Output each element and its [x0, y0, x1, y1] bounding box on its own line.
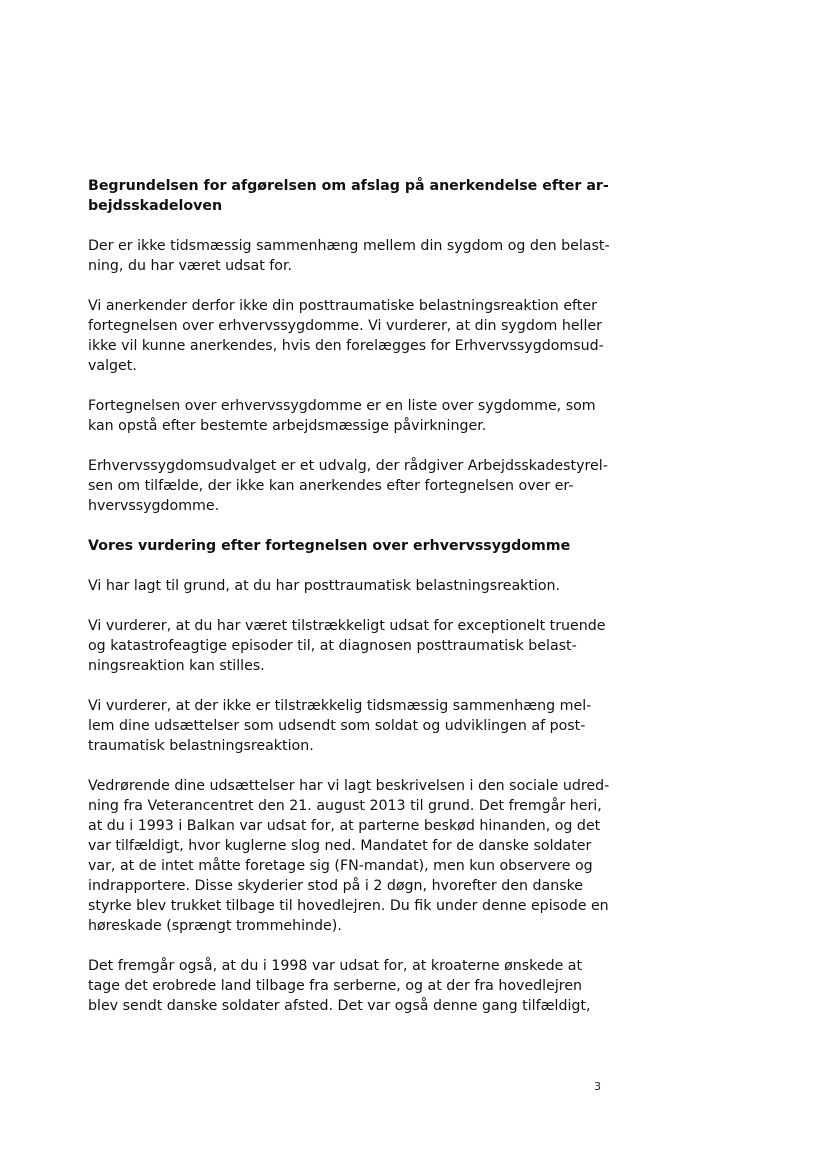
text-line: Vi har lagt til grund, at du har posttraumatisk belastningsreaktion.	[88, 578, 561, 594]
paragraph-no-time-relation	[88, 236, 608, 276]
paragraph-list-definition	[88, 396, 608, 436]
text-line: ningsreaktion kan stilles.	[88, 658, 265, 674]
text-line: fortegnelsen over erhvervssygdomme. Vi vurderer, at din sygdom heller	[88, 318, 602, 334]
text-line: Fortegnelsen over erhvervssygdomme er en liste over sygdomme, som	[88, 398, 596, 414]
text-line: at du i 1993 i Balkan var udsat for, at parterne beskød hinanden, og det	[88, 818, 601, 834]
text-line: tage det erobrede land tilbage fra serberne, og at der fra hovedlejren	[88, 978, 583, 994]
text-line: indrapportere. Disse skyderier stod på i 2 døgn, hvorefter den danske	[88, 878, 584, 894]
document-body	[88, 176, 608, 1036]
text-line: høreskade (sprængt trommehinde).	[88, 918, 342, 934]
text-line: lem dine udsættelser som udsendt som soldat og udviklingen af post-	[88, 718, 586, 734]
text-line: ning fra Veterancentret den 21. august 2013 til grund. Det fremgår heri,	[88, 798, 602, 814]
text-line: sen om tilfælde, der ikke kan anerkendes efter fortegnelsen over er-	[88, 478, 574, 494]
text-line: valget.	[88, 358, 137, 374]
text-line: blev sendt danske soldater afsted. Det var også denne gang tilfældigt,	[88, 998, 591, 1014]
paragraph-exposure-1993	[88, 776, 608, 936]
text-line: Der er ikke tidsmæssig sammenhæng mellem din sygdom og den belast-	[88, 238, 610, 254]
text-line: ning, du har været udsat for.	[88, 258, 293, 274]
text-line: og katastrofeagtige episoder til, at diagnosen posttraumatisk belast-	[88, 638, 577, 654]
text-line: var, at de intet måtte foretage sig (FN-mandat), men kun observere og	[88, 858, 593, 874]
text-line: var tilfældigt, hvor kuglerne slog ned. Mandatet for de danske soldater	[88, 838, 592, 854]
text-line: styrke blev trukket tilbage til hovedlejren. Du fik under denne episode en	[88, 898, 609, 914]
text-line: Vedrørende dine udsættelser har vi lagt beskrivelsen i den sociale udred-	[88, 778, 610, 794]
text-line: Vi vurderer, at du har været tilstrækkeligt udsat for exceptionelt truende	[88, 618, 606, 634]
text-line: bejdsskadeloven	[88, 198, 223, 214]
paragraph-exposure-1998	[88, 956, 608, 1016]
paragraph-exposure-assessment	[88, 616, 608, 676]
text-line: Vi vurderer, at der ikke er tilstrækkelig tidsmæssig sammenhæng mel-	[88, 698, 592, 714]
text-line: traumatisk belastningsreaktion.	[88, 738, 314, 754]
text-line: Begrundelsen for afgørelsen om afslag på anerkendelse efter ar-	[88, 178, 609, 194]
text-line: Det fremgår også, at du i 1998 var udsat for, at kroaterne ønskede at	[88, 958, 583, 974]
text-line: Vores vurdering efter fortegnelsen over erhvervssygdomme	[88, 538, 571, 554]
text-line: hvervssygdomme.	[88, 498, 220, 514]
page-number: 3	[594, 1080, 601, 1093]
paragraph-time-relation-assessment	[88, 696, 608, 756]
text-line: kan opstå efter bestemte arbejdsmæssige påvirkninger.	[88, 418, 487, 434]
section-heading-rationale	[88, 176, 608, 216]
text-line: Erhvervssygdomsudvalget er et udvalg, der rådgiver Arbejdsskadestyrel-	[88, 458, 608, 474]
text-line: Vi anerkender derfor ikke din posttraumatiske belastningsreaktion efter	[88, 298, 597, 314]
text-line: ikke vil kunne anerkendes, hvis den forelægges for Erhvervssygdomsud-	[88, 338, 604, 354]
section-heading-assessment	[88, 536, 608, 556]
paragraph-diagnosis-basis	[88, 576, 608, 596]
paragraph-committee-definition	[88, 456, 608, 516]
paragraph-not-recognized	[88, 296, 608, 376]
